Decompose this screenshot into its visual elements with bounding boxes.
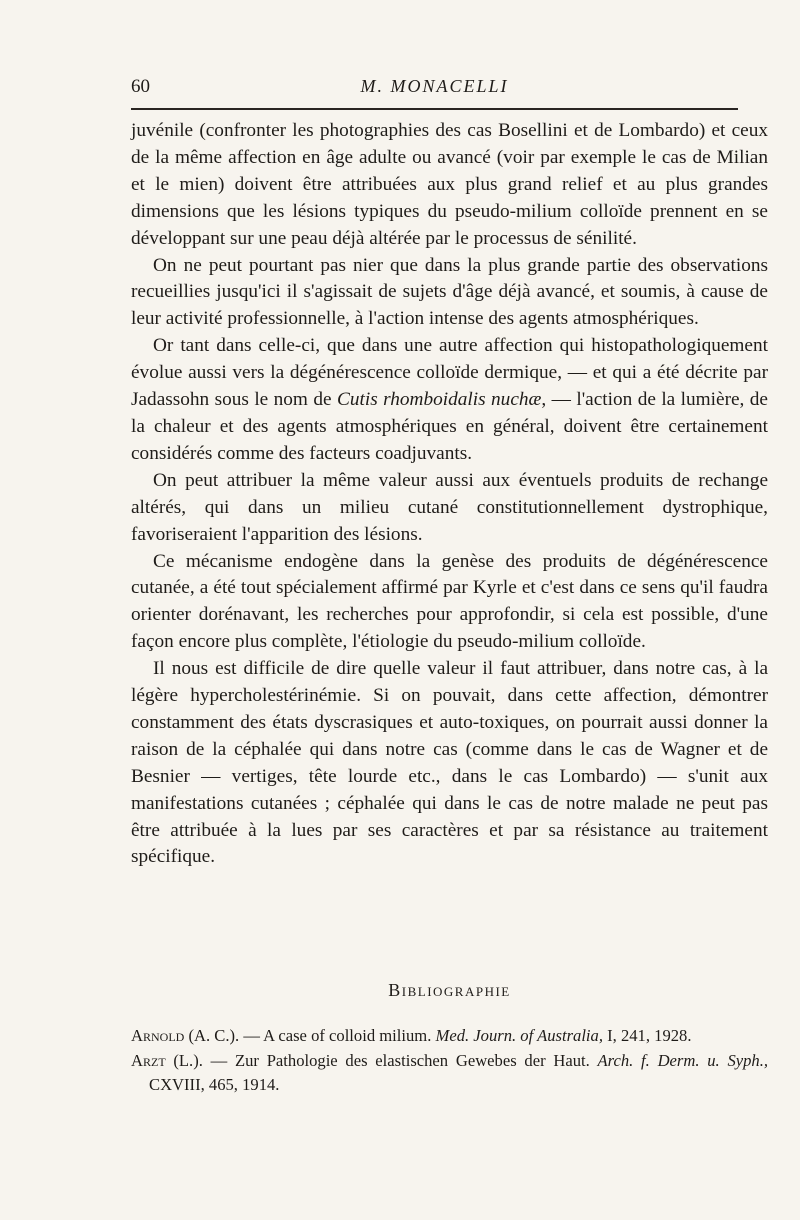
bib-journal: Med. Journ. of Australia,: [435, 1026, 603, 1045]
bib-details: CXVIII, 465, 1914.: [149, 1075, 280, 1094]
paragraph: On peut attribuer la même valeur aussi aux éventuels produits de rechange altérés, qui dans un milieu cutané constitutionnellement dystrophique, favoriseraient l'apparition des lésions.: [131, 469, 768, 545]
bib-details: I, 241, 1928.: [602, 1026, 692, 1045]
paragraph: Il nous est difficile de dire quelle valeur il faut attribuer, dans notre cas, à la légère hypercholestérinémie. Si on pouvait, dans cette affection, démontrer constamment des états dyscrasiques et auto-toxiques, on pourrait aussi donner la raison de la céphalée qui dans notre cas (comme dans le cas de Wagner et de Besnier — vertiges, tête lourde etc., dans le cas Lombardo) — s'unit aux manifestations cutanées ; céphalée qui dans le cas de notre malade ne peut pas être attribuée à la lues par ses caractères et par sa résistance au traitement spécifique.: [131, 658, 768, 868]
paragraph: [131, 333, 768, 468]
bibliography-list: [131, 1024, 768, 1098]
bibliography-entry: [131, 1024, 768, 1048]
bib-title: — A case of colloid milium.: [239, 1026, 436, 1045]
paragraph: Ce mécanisme endogène dans la genèse des produits de dégénérescence cutanée, a été tout spécialement affirmé par Kyrle et c'est dans ce sens qu'il faudra orienter dorénavant, les recherches pour approfondir, si cela est possible, d'une façon encore plus complète, l'étiologie du pseudo-milium colloïde.: [131, 550, 768, 653]
paragraph: juvénile (confronter les photographies des cas Bosellini et de Lombardo) et ceux de la même affection en âge adulte ou avancé (voir par exemple le cas de Milian et le mien) doivent être attribuées aux plus grand relief et au plus grandes dimensions que les lésions typiques du pseudo-milium colloïde prennent en se développant sur une peau déjà altérée par le processus de sénilité.: [131, 120, 768, 249]
header-rule: [131, 108, 738, 110]
bibliography-heading: Bibliographie: [388, 980, 511, 1000]
bib-journal: Arch. f. Derm. u. Syph.,: [597, 1051, 769, 1070]
paragraph-text: , — l'action de la lumière, de la chaleur et des agents atmosphériques en général, doivent être certainement considérés comme des facteurs coadjuvants.: [131, 389, 768, 464]
bibliography-entry: [131, 1049, 768, 1097]
running-head: M. MONACELLI: [360, 76, 509, 96]
paragraph-text: Or tant dans celle-ci, que dans une autre affection qui histopathologiquement évolue aussi vers la dégénérescence colloïde dermique, — et qui a été décrite par Jadassohn sous le nom de: [131, 335, 768, 411]
italic-term: Cutis rhomboidalis nuchæ: [336, 389, 542, 411]
page-number: 60: [131, 76, 150, 97]
bib-author: Arnold (A. C.).: [131, 1026, 240, 1045]
page-header: [131, 72, 738, 102]
paragraph: On ne peut pourtant pas nier que dans la plus grande partie des observations recueillies jusqu'ici il s'agissait de sujets d'âge déjà avancé, et soumis, à cause de leur activité professionnelle, à l'action intense des agents atmosphériques.: [131, 254, 768, 330]
bib-title: — Zur Pathologie des elastischen Gewebes der Haut.: [202, 1051, 598, 1070]
bib-author: Arzt (L.).: [131, 1051, 203, 1070]
body-text: [131, 118, 768, 871]
